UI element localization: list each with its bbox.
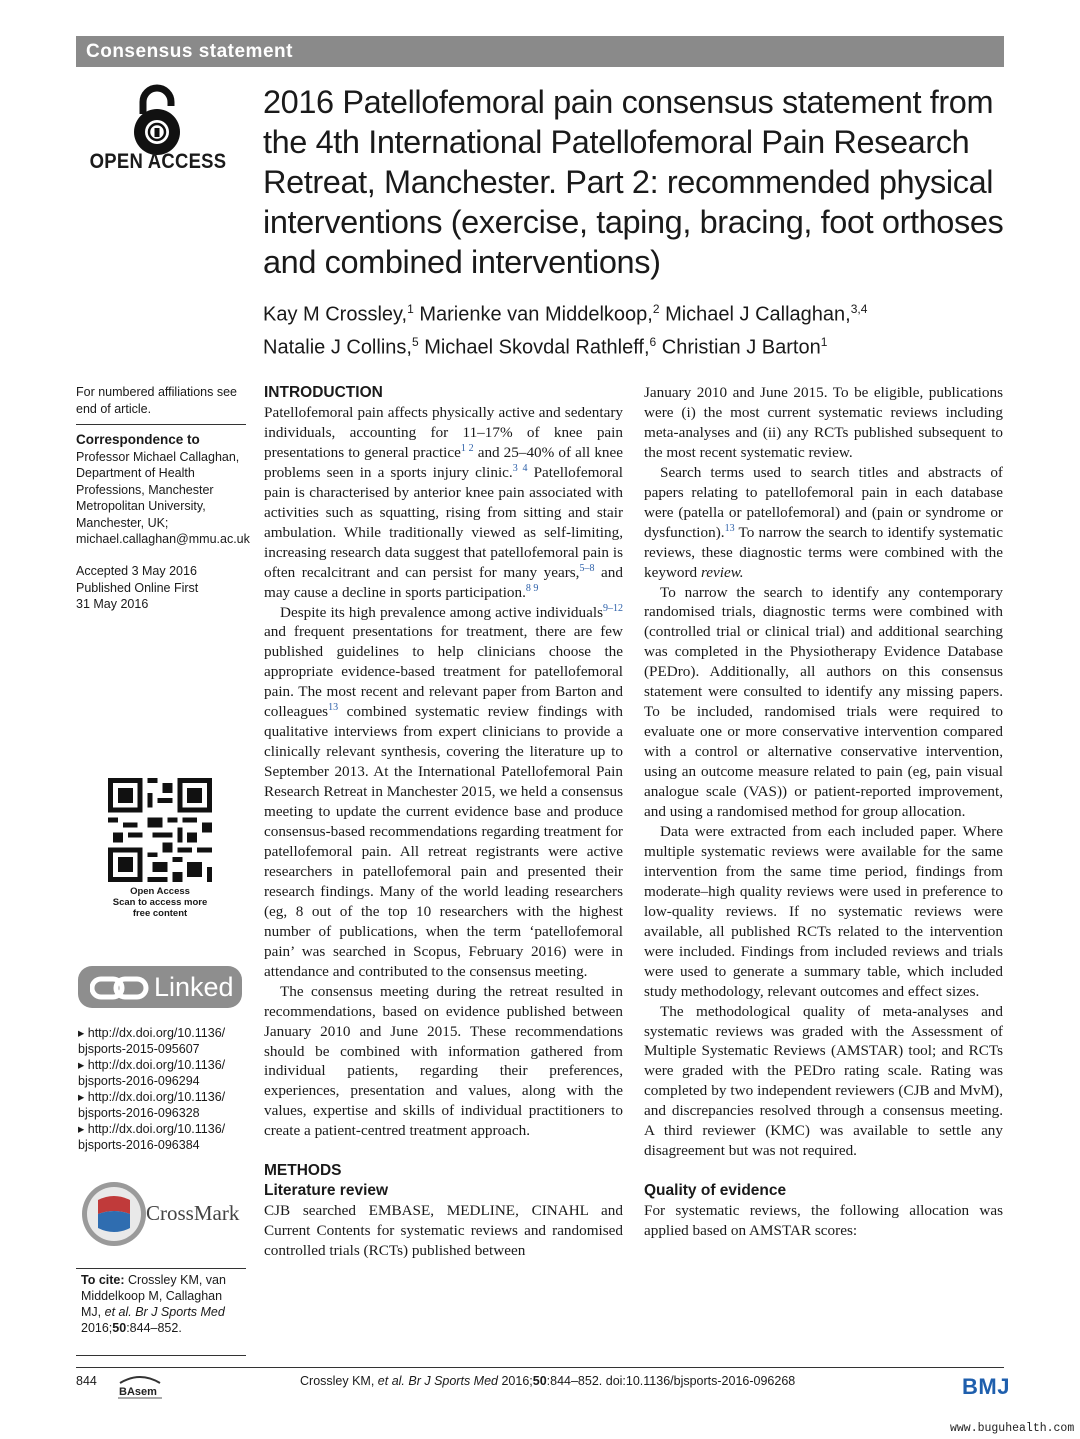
crossmark-label: CrossMark xyxy=(146,1201,240,1225)
dates-block: Accepted 3 May 2016 Published Online First 31 May 2016 xyxy=(76,564,199,611)
linked-article-link[interactable]: ▸ http://dx.doi.org/10.1136/ xyxy=(78,1090,226,1104)
author-affiliation: 1 xyxy=(820,334,828,349)
quality-of-evidence-heading: Quality of evidence xyxy=(644,1182,787,1200)
svg-text:BAsem: BAsem xyxy=(119,1386,157,1398)
footer-citation: Crossley KM, et al. Br J Sports Med 2016;50:844–852. doi:10.1136/bjsports-2016-096268 xyxy=(300,1374,796,1388)
introduction-heading: INTRODUCTION xyxy=(264,384,383,401)
citation-ref: 8 9 xyxy=(525,582,539,594)
open-access-label: OPEN ACCESS xyxy=(89,150,227,173)
bmj-logo: BMJ xyxy=(962,1374,1010,1399)
body-column-right xyxy=(644,383,1003,1241)
citation-ref: 3 4 xyxy=(512,462,528,474)
linked-article-link[interactable]: ▸ http://dx.doi.org/10.1136/ xyxy=(78,1122,226,1136)
basem-logo xyxy=(114,1373,166,1401)
chain-link-icon xyxy=(90,975,150,1001)
paragraph: Search terms used to search titles and abstracts of papers relating to patellofemoral pain in each database were (patella or patellofemoral) and (pain or syndrome or dysfunction).$^{13}$ To narrow the search to identify systematic reviews, these diagnostic terms were combined with the keyword review. xyxy=(644,463,1003,581)
footer-divider xyxy=(76,1367,1004,1368)
citation-box: To cite: Crossley KM, van Middelkoop M, Callaghan MJ, et al. Br J Sports Med 2016;50:844–852. xyxy=(76,1268,246,1356)
citation-ref: 13 xyxy=(328,702,339,714)
linked-articles xyxy=(78,1025,248,1153)
article-title: 2016 Patellofemoral pain consensus statement from the 4th International Patellofemoral Pain Research Retreat, Manchester. Part 2: recommended physical interventions (exercise, taping, bracing, foot orthoses and combined interventions) xyxy=(263,84,1004,280)
author-affiliation: 6 xyxy=(649,334,657,349)
linked-article-link[interactable]: bjsports-2016-096384 xyxy=(78,1138,200,1152)
citation-ref: 5–8 xyxy=(579,562,595,574)
author-affiliation: 5 xyxy=(411,334,419,349)
qr-code-icon[interactable] xyxy=(108,778,212,882)
literature-review-heading: Literature review xyxy=(264,1182,389,1200)
correspondence-block: Correspondence to Professor Michael Callaghan, Department of Health Professions, Manchester Metropolitan University, Manchester, UK; michael.callaghan@mmu.ac.uk xyxy=(76,432,250,546)
author: Natalie J Collins, xyxy=(263,336,412,359)
methods-heading: METHODS xyxy=(264,1162,342,1180)
citation-ref: 13 xyxy=(724,522,735,534)
paragraph: Despite its high prevalence among active individuals$^{9-12}$ and frequent presentations for treatment, there are few published guidelines to help clinicians choose the appropriate evidence-based treatment for patellofemoral pain. The most recent and relevant paper from Barton and colleagues$^{13}$ combined systematic review findings with qualitative interviews from expert clinicians to provide a clinically relevant synthesis, covering the literature up to September 2013. At the International Patellofemoral Pain Research Retreat in Manchester 2015, we held a consensus meeting to update the current evidence base and produce consensus-based recommendations regarding treatment for patellofemoral pain. All retreat registrants were active researchers in patellofemoral pain and presented their research findings. Many of the world leading researchers (eg, 8 out of the top 10 researchers with the highest number of publications, when the term ‘patellofemoral pain’ was searched in Scopus, February 2016) were in attendance and contributed to the consensus meeting. xyxy=(264,602,623,980)
citation-ref: 1 2 xyxy=(460,442,474,454)
paragraph: January 2010 and June 2015. To be eligible, publications were (i) the most current systematic reviews including meta-analyses and (ii) any RCTs published subsequent to the most recent systematic review. xyxy=(644,384,1003,461)
qr-caption: Open Access Scan to access more free content xyxy=(112,886,208,919)
paragraph: The methodological quality of meta-analyses and systematic reviews was graded with the Assessment of Multiple Systematic Reviews (AMSTAR) tool; and RCTs were graded with the PEDro rating scale. Rating was completed by two independent reviewers (CJB and MvM), and discrepancies resolved through a consensus meeting. A third reviewer (KMC) was available to settle any disagreement but was not required. xyxy=(644,1002,1003,1160)
author: Michael Skovdal Rathleff, xyxy=(424,336,650,359)
paragraph: The consensus meeting during the retreat resulted in recommendations, based on evidence published between January 2010 and June 2015. These recommendations should be combined with information gathered from individual patients, regarding their preferences, experiences, presentation and values, along with the values, expertise and skills of individual practitioners to create a patient-centred treatment approach. xyxy=(264,982,623,1140)
linked-article-link[interactable]: bjsports-2015-095607 xyxy=(78,1042,200,1056)
correspondence-heading: Correspondence to xyxy=(76,432,200,447)
body-column-left xyxy=(264,383,623,1261)
author-affiliation: 3,4 xyxy=(850,302,868,316)
author: Marienke van Middelkoop, xyxy=(419,303,653,326)
paragraph: Data were extracted from each included paper. Where multiple systematic reviews were available for the same intervention from the same time period, findings from moderate–high quality reviews were used in preference to low-quality reviews. If no systematic reviews were available, all published RCTs related to the intervention were included. Findings from included reviews and trials were used to generate a summary table, which included study methodology, relevant outcomes and effect sizes. xyxy=(644,822,1003,1000)
paragraph: CJB searched EMBASE, MEDLINE, CINAHL and Current Contents for systematic reviews and randomised controlled trials (RCTs) published between xyxy=(264,1202,623,1260)
watermark-url: www.buguhealth.com xyxy=(950,1422,1075,1435)
open-access-lock-icon xyxy=(128,84,186,156)
linked-article-link[interactable]: bjsports-2016-096294 xyxy=(78,1074,200,1088)
author: Michael J Callaghan, xyxy=(665,303,851,326)
author-affiliation: 2 xyxy=(652,302,660,316)
page-number: 844 xyxy=(76,1374,97,1388)
paragraph: Patellofemoral pain affects physically active and sedentary individuals, accounting for 11–17% of knee pain presentations to general practice$^{1 2}$ and 25–40% of all knee problems seen in a sports injury clinic.$^{3 4}$ Patellofemoral pain is characterised by anterior knee pain associated with activities such as squatting, rising from sitting and stair ambulation. While traditionally viewed as self-limiting, increasing research data suggest that patellofemoral pain is often recalcitrant and can persist for many years,$^{5-8}$ and may cause a decline in sports participation.$^{8 9}$ xyxy=(264,404,623,601)
author-list xyxy=(263,296,1023,361)
cite-heading: To cite: xyxy=(81,1273,125,1287)
section-header: Consensus statement xyxy=(76,36,1004,67)
author-affiliation: 1 xyxy=(407,302,414,316)
paragraph: To narrow the search to identify any contemporary randomised trials, diagnostic terms were combined with (controlled trial or clinical trial) and additional searching was completed in the Physiotherapy Evidence Database (PEDro). Additionally, all authors on this consensus statement were consulted to identify any missing papers. To be included, randomised trials were required to evaluate one or more conservative intervention compared with a control or alternative conservative intervention, using an outcome measure related to pain (eg, pain visual analogue scale (VAS)) or patient-reported improvement, and using a randomised method for group allocation. xyxy=(644,583,1003,821)
linked-article-link[interactable]: bjsports-2016-096328 xyxy=(78,1106,200,1120)
author: Christian J Barton xyxy=(661,336,821,359)
paragraph: For systematic reviews, the following allocation was applied based on AMSTAR scores: xyxy=(644,1202,1003,1240)
linked-label: Linked xyxy=(154,972,234,1002)
affiliations-note: For numbered affiliations see end of article. xyxy=(76,385,237,416)
linked-article-link[interactable]: ▸ http://dx.doi.org/10.1136/ xyxy=(78,1058,226,1072)
citation-ref: 9–12 xyxy=(603,602,623,614)
divider xyxy=(76,424,246,425)
correspondence-email: michael.callaghan@mmu.ac.uk xyxy=(76,532,250,546)
linked-article-link[interactable]: ▸ http://dx.doi.org/10.1136/ xyxy=(78,1026,226,1040)
linked-badge[interactable] xyxy=(78,966,242,1008)
author: Kay M Crossley, xyxy=(263,303,408,326)
